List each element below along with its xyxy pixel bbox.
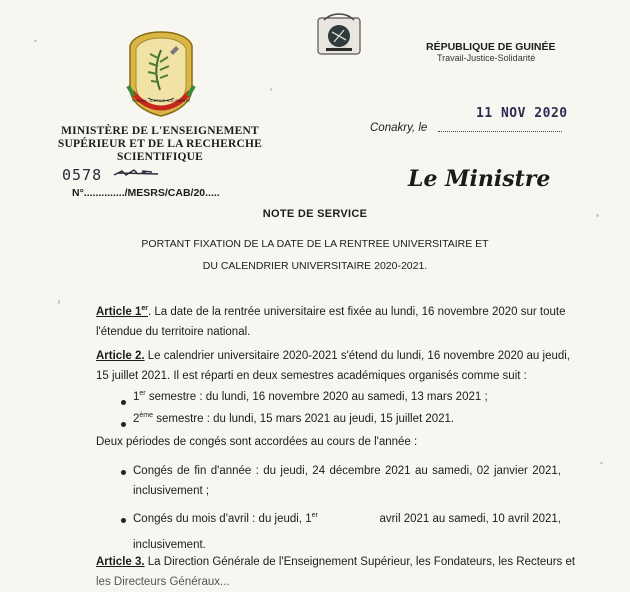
signatory-title: Le Ministre (408, 166, 551, 192)
bullet-icon (121, 422, 126, 427)
bullet-icon (121, 518, 126, 523)
paper-speck (600, 462, 603, 464)
article-label: Article 3. (96, 556, 145, 568)
paper-speck (34, 40, 37, 42)
place-label: Conakry, le (370, 122, 428, 134)
national-motto: Travail-Justice-Solidarité (437, 53, 536, 63)
svg-text:TRAVAIL JUSTICE SOLIDARITÉ: TRAVAIL JUSTICE SOLIDARITÉ (131, 98, 191, 103)
conges-intro: Deux périodes de congés sont accordées au cours de l'année : (96, 436, 418, 448)
article-label: Article 2. (96, 350, 145, 362)
reference-number: N°............../MESRS/CAB/20..... (72, 187, 220, 199)
handwritten-scribble-icon (112, 166, 164, 180)
article-text: l'étendue du territoire national. (96, 326, 251, 338)
bullet-icon (121, 400, 126, 405)
semester-1: 1er semestre : du lundi, 16 novembre 2020 au samedi, 13 mars 2021 ; (133, 390, 488, 403)
country-name: RÉPUBLIQUE DE GUINÉE (426, 41, 556, 53)
conge-text: inclusivement ; (133, 485, 210, 497)
conge-item: Congés du mois d'avril : du jeudi, 1er avril 2021 au samedi, 10 avril 2021, inclusivement. (133, 509, 561, 555)
date-dotted-line (438, 131, 562, 132)
article-text: Le calendrier universitaire 2020-2021 s'étend du lundi, 16 novembre 2020 au jeudi, (144, 350, 571, 362)
conge-text: Congés de fin d'année : du jeudi, 24 décembre 2021 au samedi, 02 janvier 2021, (133, 465, 561, 477)
conge-text: inclusivement. (133, 539, 206, 551)
semester-2: 2ème semestre : du lundi, 15 mars 2021 au jeudi, 15 juillet 2021. (133, 412, 455, 425)
article-label: Article 1er (96, 305, 149, 318)
paper-speck (58, 300, 60, 304)
article-1 (96, 302, 566, 342)
coat-of-arms-icon (118, 28, 204, 120)
article-text: 15 juillet 2021. Il est réparti en deux semestres académiques organisés comme suit : (96, 370, 527, 382)
article-3 (96, 552, 576, 592)
document-subtitle: PORTANT FIXATION DE LA DATE DE LA RENTREE UNIVERSITAIRE ET (141, 238, 489, 250)
article-text: . La date de la rentrée universitaire est fixée au lundi, 16 novembre 2020 sur toute (148, 306, 566, 318)
handwritten-number: 0578 (62, 166, 103, 184)
article-text: les Directeurs Généraux... (96, 576, 230, 588)
ministry-line: MINISTÈRE DE L'ENSEIGNEMENT (61, 125, 259, 137)
document-subtitle: DU CALENDRIER UNIVERSITAIRE 2020-2021. (202, 260, 428, 272)
ministry-name (40, 125, 280, 164)
article-2 (96, 346, 571, 386)
conge-item (133, 461, 561, 501)
seal-emblem-icon (314, 8, 364, 58)
paper-speck (270, 88, 272, 91)
bullet-icon (121, 470, 126, 475)
document-title: NOTE DE SERVICE (262, 208, 368, 220)
ministry-line: SUPÉRIEUR ET DE LA RECHERCHE (57, 138, 263, 150)
date-stamp: 11 NOV 2020 (476, 106, 568, 121)
article-text: La Direction Générale de l'Enseignement Supérieur, les Fondateurs, les Recteurs et (144, 556, 576, 568)
ministry-line: SCIENTIFIQUE (116, 151, 204, 163)
